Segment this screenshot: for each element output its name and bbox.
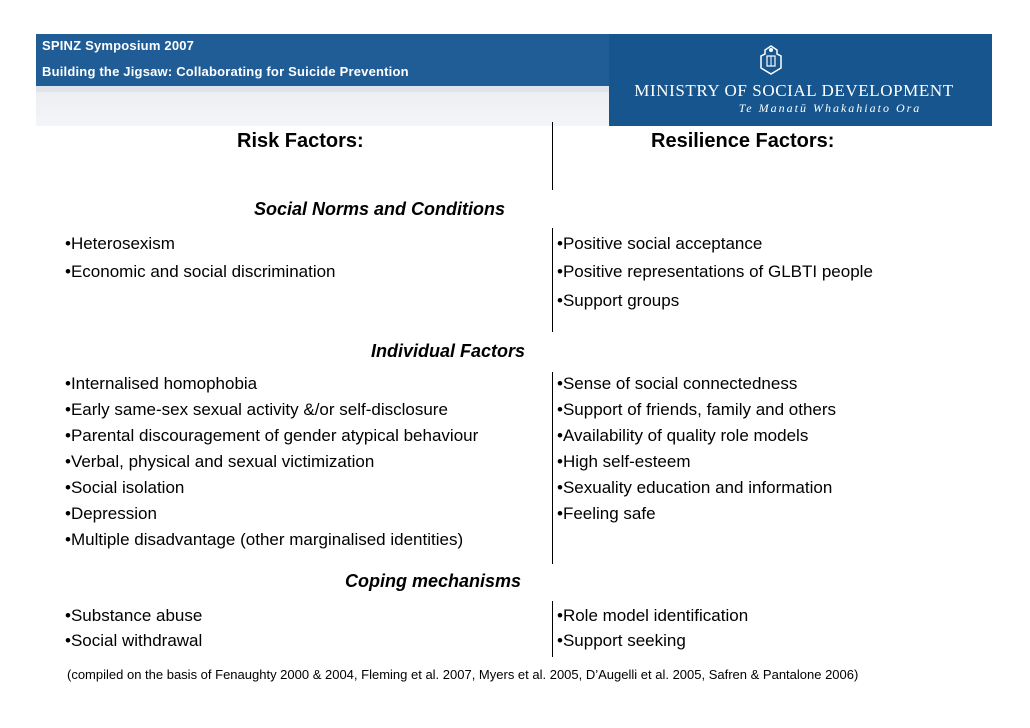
risk-item: •Social isolation [65, 478, 185, 497]
column-divider [552, 122, 553, 190]
column-divider [552, 372, 553, 564]
risk-item: •Parental discouragement of gender atypical behaviour [65, 426, 479, 445]
resilience-item: •Support groups [557, 291, 680, 310]
risk-item: •Social withdrawal [65, 631, 203, 650]
column-divider [552, 228, 553, 332]
ministry-name: MINISTRY OF SOCIAL DEVELOPMENT [634, 81, 954, 100]
resilience-item: •Support of friends, family and others [557, 400, 837, 419]
header-divider [36, 86, 646, 92]
risk-item: •Economic and social discrimination [65, 262, 336, 281]
source-footnote: (compiled on the basis of Fenaughty 2000 & 2004, Fleming et al. 2007, Myers et al. 2005, D’Augelli et al. 2005, Safren & Pantalone 2006) [67, 667, 859, 682]
risk-item: •Early same-sex sexual activity &/or self-disclosure [65, 400, 448, 419]
risk-item: •Internalised homophobia [65, 374, 258, 393]
resilience-item: •High self-esteem [557, 452, 691, 471]
risk-item: •Depression [65, 504, 157, 523]
resilience-item: •Sense of social connectedness [557, 374, 798, 393]
ministry-maori-name: Te Manatū Whakahiato Ora [738, 101, 922, 115]
resilience-item: •Feeling safe [557, 504, 656, 523]
risk-item: •Heterosexism [65, 234, 175, 253]
resilience-item: •Sexuality education and information [557, 478, 833, 497]
section-title-coping: Coping mechanisms [345, 571, 522, 591]
resilience-item: •Positive representations of GLBTI people [557, 262, 873, 281]
resilience-item: •Availability of quality role models [557, 426, 809, 445]
risk-item: •Substance abuse [65, 606, 203, 625]
section-title-social-norms: Social Norms and Conditions [254, 199, 506, 219]
section-title-individual: Individual Factors [371, 341, 526, 361]
event-title: SPINZ Symposium 2007 [42, 38, 195, 53]
risk-item: •Multiple disadvantage (other marginalised identities) [65, 530, 464, 549]
event-subtitle: Building the Jigsaw: Collaborating for Suicide Prevention [42, 64, 409, 79]
risk-factors-title: Risk Factors: [237, 130, 364, 152]
resilience-item: •Support seeking [557, 631, 686, 650]
resilience-factors-title: Resilience Factors: [651, 130, 835, 152]
column-divider [552, 601, 553, 657]
risk-item: •Verbal, physical and sexual victimization [65, 452, 375, 471]
crest-icon [757, 44, 785, 76]
resilience-item: •Role model identification [557, 606, 749, 625]
resilience-item: •Positive social acceptance [557, 234, 763, 253]
